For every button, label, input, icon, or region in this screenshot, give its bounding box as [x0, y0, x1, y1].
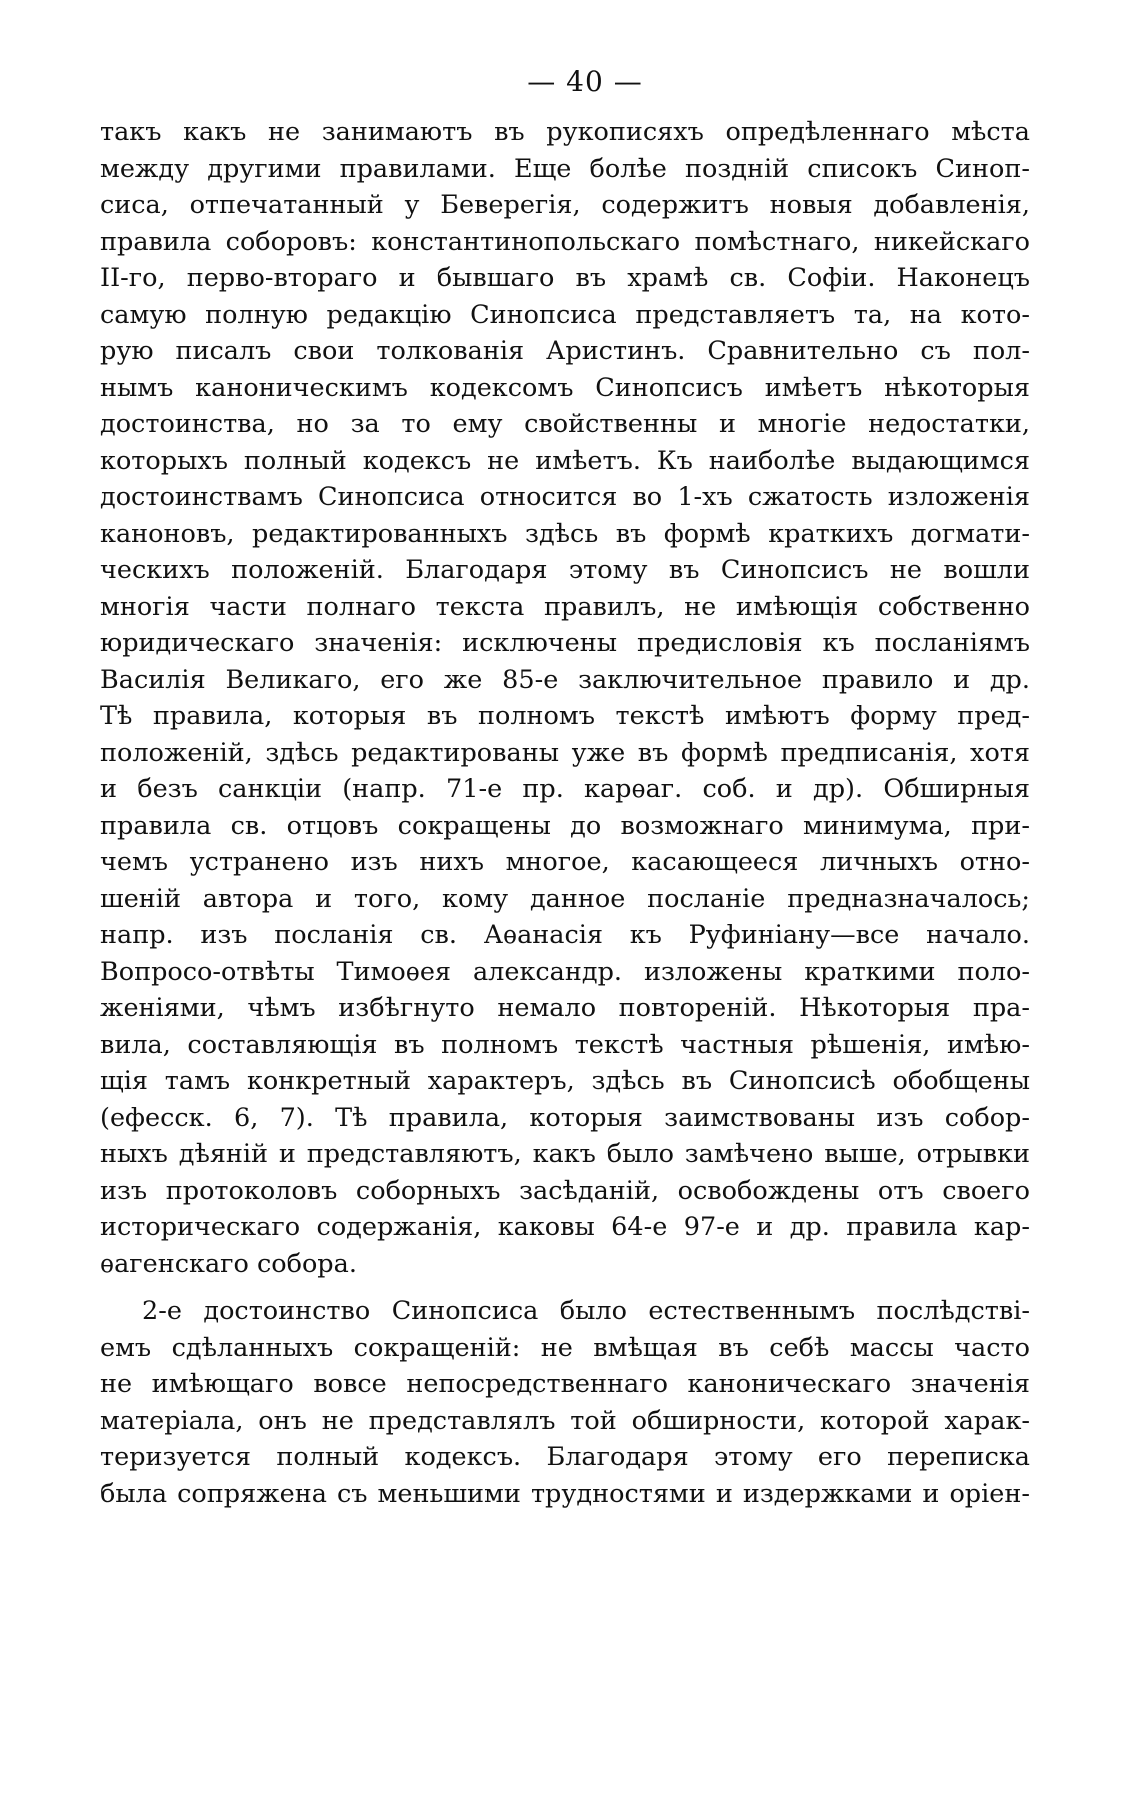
text-line: Вопросо-отвѣты Тимоѳея александр. изложены краткими поло-	[100, 956, 1030, 987]
text-line: ческихъ положеній. Благодаря этому въ Синопсисъ не вошли	[100, 555, 1030, 585]
text-line: ныхъ дѣяній и представляютъ, какъ было замѣчено выше, отрывки	[100, 1139, 1030, 1169]
text-line: самую полную редакцію Синопсиса представляетъ та, на кото-	[100, 299, 1030, 330]
document-page	[100, 62, 1030, 1512]
text-line: правила св. отцовъ сокращены до возможнаго минимума, при-	[100, 810, 1030, 841]
text-line: рую писалъ свои толкованія Аристинъ. Сравнительно съ пол-	[100, 336, 1030, 366]
text-line: историческаго содержанія, каковы 64-е 97-е и др. правила кар-	[100, 1212, 1030, 1242]
text-line: правила соборовъ: константинопольскаго помѣстнаго, никейскаго	[100, 226, 1030, 257]
text-line: положеній, здѣсь редактированы уже въ формѣ предписанія, хотя	[100, 737, 1030, 768]
text-line: матеріала, онъ не представлялъ той обширности, которой харак-	[100, 1405, 1030, 1436]
text-line: нымъ каноническимъ кодексомъ Синопсисъ имѣетъ нѣкоторыя	[100, 372, 1030, 403]
text-line: женіями, чѣмъ избѣгнуто немало повтореній. Нѣкоторыя пра-	[100, 993, 1030, 1023]
text-line: теризуется полный кодексъ. Благодаря этому его переписка	[100, 1442, 1030, 1472]
text-line: Василія Великаго, его же 85-е заключительное правило и др.	[100, 664, 1030, 695]
text-line: 2-е достоинство Синопсиса было естественнымъ послѣдстві-	[142, 1296, 1030, 1326]
text-line: была сопряжена съ меньшими трудностями и издержками и оріен-	[100, 1478, 1030, 1509]
body-text	[100, 114, 1030, 1512]
paragraph	[100, 1293, 1030, 1512]
text-line: не имѣющаго вовсе непосредственнаго каноническаго значенія	[100, 1369, 1030, 1399]
text-line: вила, составляющія въ полномъ текстѣ частныя рѣшенія, имѣю-	[100, 1029, 1030, 1060]
paragraph	[100, 114, 1030, 1282]
text-line: каноновъ, редактированныхъ здѣсь въ формѣ краткихъ догмати-	[100, 518, 1030, 549]
text-line: шеній автора и того, кому данное посланіе предназначалось;	[100, 883, 1030, 914]
text-line: между другими правилами. Еще болѣе поздній списокъ Синоп-	[100, 153, 1030, 184]
text-line: ѳагенскаго собора.	[100, 1248, 357, 1279]
page-number: — 40 —	[527, 65, 643, 98]
text-line: Тѣ правила, которыя въ полномъ текстѣ имѣютъ форму пред-	[100, 701, 1030, 731]
text-line: достоинствамъ Синопсиса относится во 1-хъ сжатость изложенія	[100, 482, 1030, 512]
text-line: щія тамъ конкретный характеръ, здѣсь въ Синопсисѣ обобщены	[100, 1066, 1030, 1096]
text-line: чемъ устранено изъ нихъ многое, касающееся личныхъ отно-	[100, 847, 1030, 877]
text-line: достоинства, но за то ему свойственны и многіе недостатки,	[100, 409, 1030, 439]
text-line: сиса, отпечатанный у Беверегія, содержитъ новыя добавленія,	[100, 190, 1030, 220]
text-line: напр. изъ посланія св. Аѳанасія къ Руфиніану—все начало.	[100, 920, 1030, 950]
text-line: которыхъ полный кодексъ не имѣетъ. Къ наиболѣе выдающимся	[100, 445, 1030, 476]
text-line: многія части полнаго текста правилъ, не имѣющія собственно	[100, 591, 1030, 622]
text-line: юридическаго значенія: исключены предисловія къ посланіямъ	[100, 628, 1030, 658]
text-line: и безъ санкціи (напр. 71-е пр. карѳаг. соб. и др). Обширныя	[100, 774, 1030, 804]
paragraph-gap	[100, 1282, 1030, 1293]
text-line: (ефесск. 6, 7). Тѣ правила, которыя заимствованы изъ собор-	[100, 1102, 1030, 1133]
text-line: емъ сдѣланныхъ сокращеній: не вмѣщая въ себѣ массы часто	[100, 1332, 1030, 1363]
text-line: такъ какъ не занимаютъ въ рукописяхъ опредѣленнаго мѣста	[100, 117, 1030, 147]
text-line: изъ протоколовъ соборныхъ засѣданій, освобождены отъ своего	[100, 1175, 1030, 1206]
text-line: II-го, перво-втораго и бывшаго въ храмѣ св. Софіи. Наконецъ	[100, 263, 1030, 293]
